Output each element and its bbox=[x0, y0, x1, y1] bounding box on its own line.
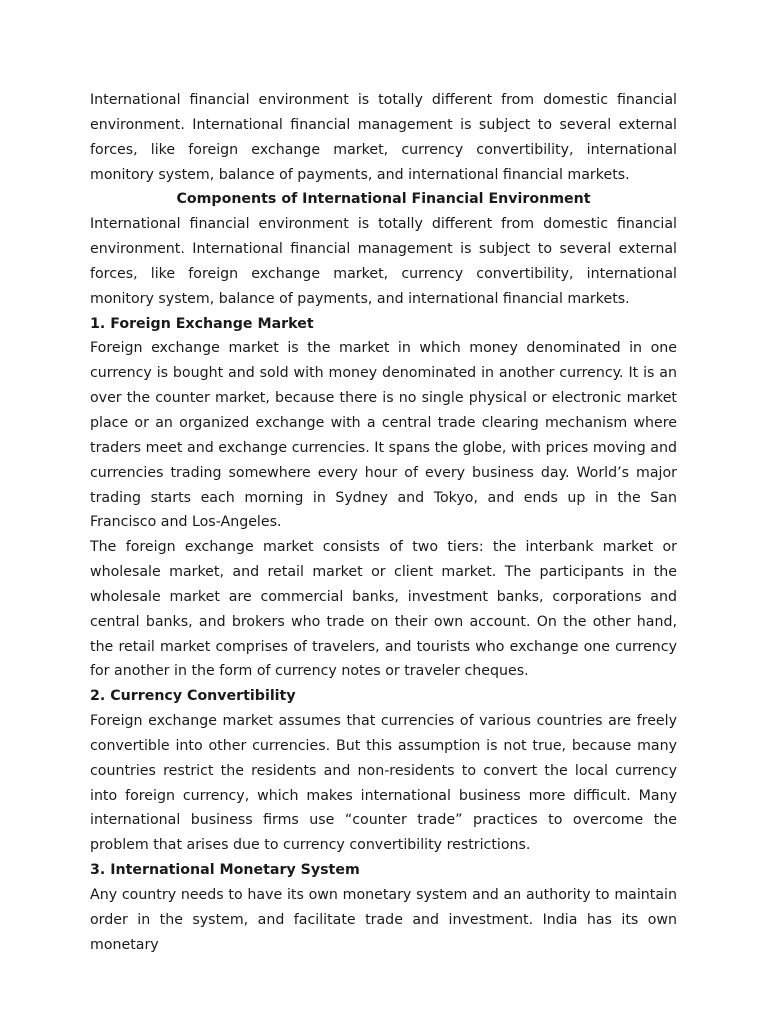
intro-paragraph: International financial environment is totally different from domestic financial environment. International financial management is subject to several external forces, like foreign exchange market, currency convertibility, international monitory system, balance of payments, and international financial markets. bbox=[90, 92, 677, 183]
foreign-exchange-paragraph-1: Foreign exchange market is the market in which money denominated in one currency is bought and sold with money denominated in another currency. It is an over the counter market, because there is no single physical or electronic market place or an organized exchange with a central trade clearing mechanism where traders meet and exchange currencies. It spans the globe, with prices moving and currencies trading somewhere every hour of every business day. World’s major trading starts each morning in Sydney and Tokyo, and ends up in the San Francisco and Los-Angeles. bbox=[90, 340, 677, 531]
repeat-paragraph: International financial environment is totally different from domestic financial environment. International financial management is subject to several external forces, like foreign exchange market, currency convertibility, international monitory system, balance of payments, and international financial markets. bbox=[90, 216, 677, 307]
document-page bbox=[90, 88, 677, 958]
section-heading-monetary-system: 3. International Monetary System bbox=[90, 862, 360, 879]
main-heading: Components of International Financial Environment bbox=[176, 191, 591, 208]
currency-convertibility-paragraph: Foreign exchange market assumes that currencies of various countries are freely convertible into other currencies. But this assumption is not true, because many countries restrict the residents and non-residents to convert the local currency into foreign currency, which makes international business more difficult. Many international business firms use “counter trade” practices to overcome the problem that arises due to currency convertibility restrictions. bbox=[90, 713, 677, 854]
monetary-system-paragraph: Any country needs to have its own monetary system and an authority to maintain order in the system, and facilitate trade and investment. India has its own monetary bbox=[90, 887, 677, 953]
foreign-exchange-paragraph-2: The foreign exchange market consists of two tiers: the interbank market or wholesale market, and retail market or client market. The participants in the wholesale market are commercial banks, investment banks, corporations and central banks, and brokers who trade on their own account. On the other hand, the retail market comprises of travelers, and tourists who exchange one currency for another in the form of currency notes or traveler cheques. bbox=[90, 539, 677, 680]
section-heading-currency-convertibility: 2. Currency Convertibility bbox=[90, 688, 296, 705]
section-heading-foreign-exchange: 1. Foreign Exchange Market bbox=[90, 315, 314, 332]
